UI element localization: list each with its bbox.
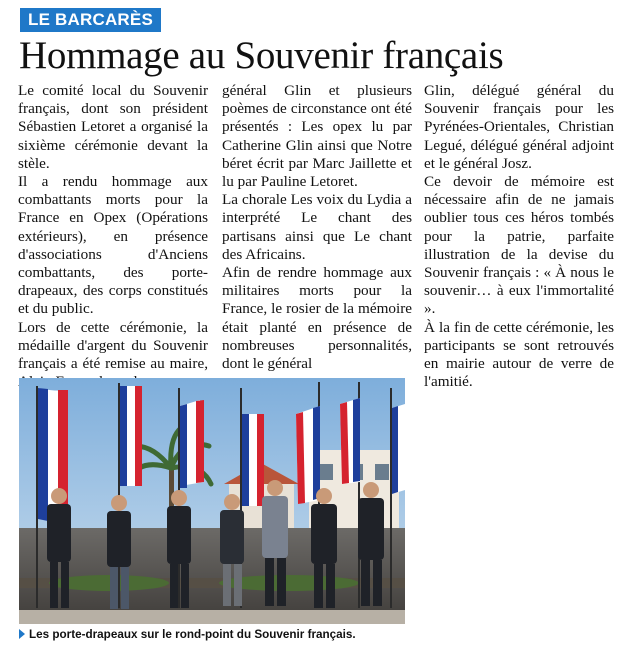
paragraph: À la fin de cette cérémonie, les participants se sont retrouvés en mairie autour de verre de l'amitié. (424, 318, 614, 391)
paragraph: Glin, délégué général du Souvenir français pour les Pyrénées-Orientales, Christian Legué, délégué général adjoint et le général Josz. (424, 82, 614, 172)
photo-caption (19, 627, 419, 643)
article-title: Hommage au Souvenir français (19, 34, 504, 77)
section-kicker: LE BARCARÈS (20, 8, 161, 32)
paragraph: Afin de rendre hommage aux militaires morts pour la France, le rosier de la mémoire était planté en présence de nombreuses personnalités, dont le général (222, 264, 412, 373)
paragraph: Il a rendu hommage aux combattants morts pour la France en Opex (Opérations extérieurs), en présence d'associations d'Anciens combattants, des porte-drapeaux, des corps constitués et du public. (18, 173, 208, 318)
caption-marker-icon (19, 629, 25, 639)
paragraph: Lors de cette cérémonie, la médaille d'argent du Souvenir français a été remise au maire, (18, 318, 208, 373)
paragraph: La chorale Les voix du Lydia a interprété Le chant des partisans ainsi que Le chant des Africains. (222, 191, 412, 263)
paragraph: Le comité local du Souvenir français, dont son président Sébastien Letoret a organisé la sixième cérémonie devant la stèle. (18, 82, 208, 172)
photo-flag-bearers-icon (19, 378, 405, 624)
text-column-2 (222, 82, 412, 373)
text-column-1 (18, 82, 208, 391)
caption-text: Les porte-drapeaux sur le rond-point du Souvenir français. (29, 628, 356, 641)
paragraph: Ce devoir de mémoire est nécessaire afin de ne jamais oublier tous ces héros tombés pour la patrie, parfaite illustration de la devise du Souvenir français : « À nous le souvenir… à eux l'immortalité ». (424, 173, 614, 318)
text-column-3 (424, 82, 614, 391)
paragraph: général Glin et plusieurs poèmes de circonstance ont été présentés : Les opex lu par Catherine Glin ainsi que Notre béret écrit par Marc Jaillette et lu par Pauline Letoret. (222, 82, 412, 191)
article-photo (19, 378, 405, 624)
